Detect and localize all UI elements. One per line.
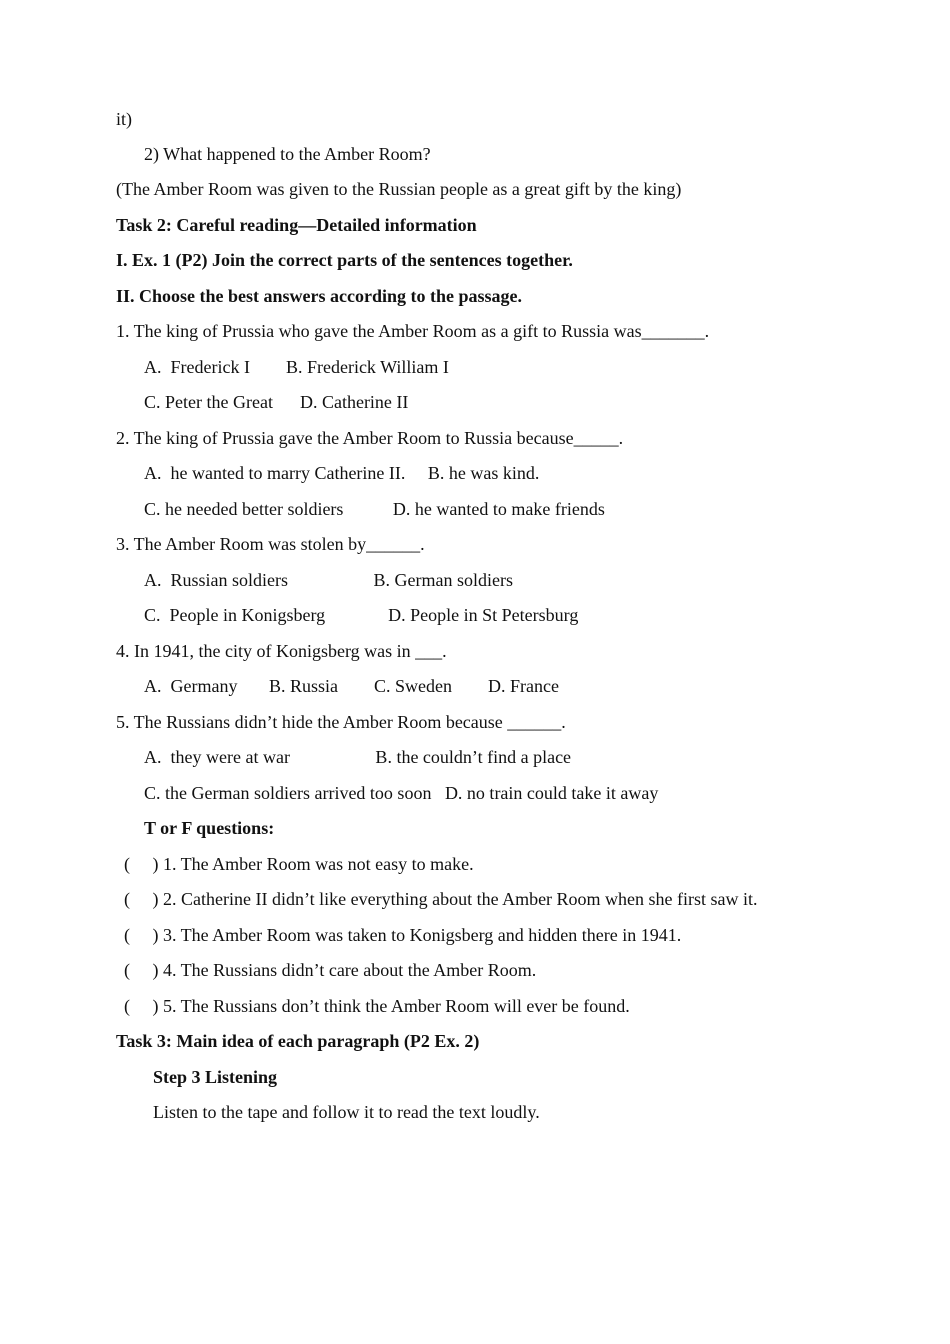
mc-question-3-options-c-d: C. People in Konigsberg D. People in St Petersburg — [144, 605, 579, 625]
tf-item-1: ( ) 1. The Amber Room was not easy to make. — [124, 854, 474, 874]
mc-question-2-options-a-b: A. he wanted to marry Catherine II. B. he was kind. — [144, 463, 540, 483]
mc-question-2: 2. The king of Prussia gave the Amber Room to Russia because_____. — [116, 428, 624, 448]
tf-item-2: ( ) 2. Catherine II didn’t like everything about the Amber Room when she first saw it. — [124, 889, 758, 909]
mc-question-5-options-a-b: A. they were at war B. the couldn’t find a place — [144, 747, 572, 767]
step3-heading: Step 3 Listening — [153, 1067, 278, 1087]
exercise1-heading: I. Ex. 1 (P2) Join the correct parts of the sentences together. — [116, 250, 573, 270]
question-2: 2) What happened to the Amber Room? — [144, 144, 431, 164]
mc-question-1-options-a-b: A. Frederick I B. Frederick William I — [144, 357, 449, 377]
step3-instructions: Listen to the tape and follow it to read the text loudly. — [153, 1102, 540, 1122]
task2-heading: Task 2: Careful reading—Detailed information — [116, 215, 477, 235]
mc-question-1: 1. The king of Prussia who gave the Amber Room as a gift to Russia was_______. — [116, 321, 710, 341]
mc-question-3: 3. The Amber Room was stolen by______. — [116, 534, 425, 554]
mc-question-3-options-a-b: A. Russian soldiers B. German soldiers — [144, 570, 513, 590]
mc-question-4: 4. In 1941, the city of Konigsberg was in ___. — [116, 641, 447, 661]
answer-continuation: it) — [116, 109, 132, 129]
mc-question-1-options-c-d: C. Peter the Great D. Catherine II — [144, 392, 409, 412]
tf-heading: T or F questions: — [144, 818, 275, 838]
mc-question-4-options: A. Germany B. Russia C. Sweden D. France — [144, 676, 559, 696]
exercise2-heading: II. Choose the best answers according to the passage. — [116, 286, 522, 306]
task3-heading: Task 3: Main idea of each paragraph (P2 Ex. 2) — [116, 1031, 480, 1051]
tf-item-3: ( ) 3. The Amber Room was taken to Konigsberg and hidden there in 1941. — [124, 925, 682, 945]
mc-question-5-options-c-d: C. the German soldiers arrived too soon D. no train could take it away — [144, 783, 659, 803]
tf-item-4: ( ) 4. The Russians didn’t care about the Amber Room. — [124, 960, 537, 980]
mc-question-5: 5. The Russians didn’t hide the Amber Room because ______. — [116, 712, 566, 732]
tf-item-5: ( ) 5. The Russians don’t think the Amber Room will ever be found. — [124, 996, 630, 1016]
answer-2: (The Amber Room was given to the Russian people as a great gift by the king) — [116, 179, 682, 199]
mc-question-2-options-c-d: C. he needed better soldiers D. he wanted to make friends — [144, 499, 605, 519]
